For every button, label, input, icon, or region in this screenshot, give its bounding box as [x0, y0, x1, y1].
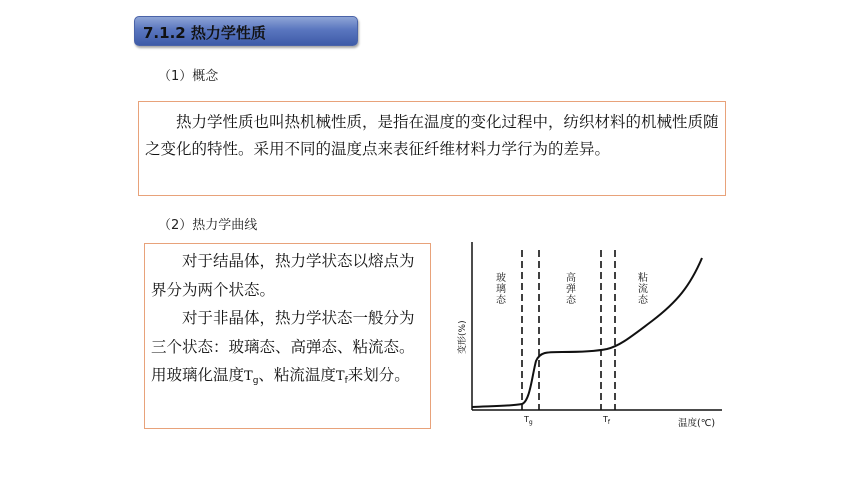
concept-heading: （1）概念: [158, 69, 219, 84]
tick-subscript: f: [607, 419, 611, 426]
tf-subscript: f: [344, 376, 348, 386]
x-axis-label: 温度(℃): [678, 418, 716, 429]
y-axis-label: 变形(%): [458, 320, 468, 354]
concept-paragraph: 热力学性质也叫热机械性质，是指在温度的变化过程中，纺织材料的机械性质随之变化的特性。采用不同的温度点来表征纤维材料力学行为的差异。: [145, 113, 719, 158]
tick-symbol: T: [603, 415, 608, 424]
concept-box: [138, 101, 726, 196]
section-title: 7.1.2 热力学性质: [143, 24, 266, 42]
tick-symbol: T: [524, 415, 529, 424]
tf-symbol: T: [335, 369, 345, 384]
section-title-bar: [134, 16, 358, 46]
chart-svg: [452, 236, 742, 436]
thermomechanical-curve-chart: [452, 236, 742, 436]
amorphous-text-mid: 、粘流温度: [258, 366, 336, 384]
region-label-viscous: 粘流态: [635, 272, 647, 305]
curve-heading: （2）热力学曲线: [158, 218, 258, 233]
amorphous-text-end: 来划分。: [347, 366, 410, 384]
tick-label-tf: [602, 415, 611, 426]
deformation-curve: [472, 258, 702, 407]
tick-label-tg: [523, 415, 533, 426]
curve-text-box: [144, 243, 431, 429]
crystal-paragraph: 对于结晶体，热力学状态以熔点为界分为两个状态。: [151, 252, 415, 299]
tg-subscript: g: [252, 376, 259, 386]
region-label-glassy: 玻璃态: [493, 272, 505, 305]
tick-subscript: g: [528, 419, 533, 426]
amorphous-text: 对于非晶体，热力学状态一般分为三个状态：玻璃态、高弹态、粘流态。用玻璃化温度: [151, 309, 415, 384]
tg-symbol: T: [244, 369, 253, 384]
amorphous-paragraph: [145, 304, 427, 396]
region-label-rubbery: 高弹态: [563, 272, 575, 305]
